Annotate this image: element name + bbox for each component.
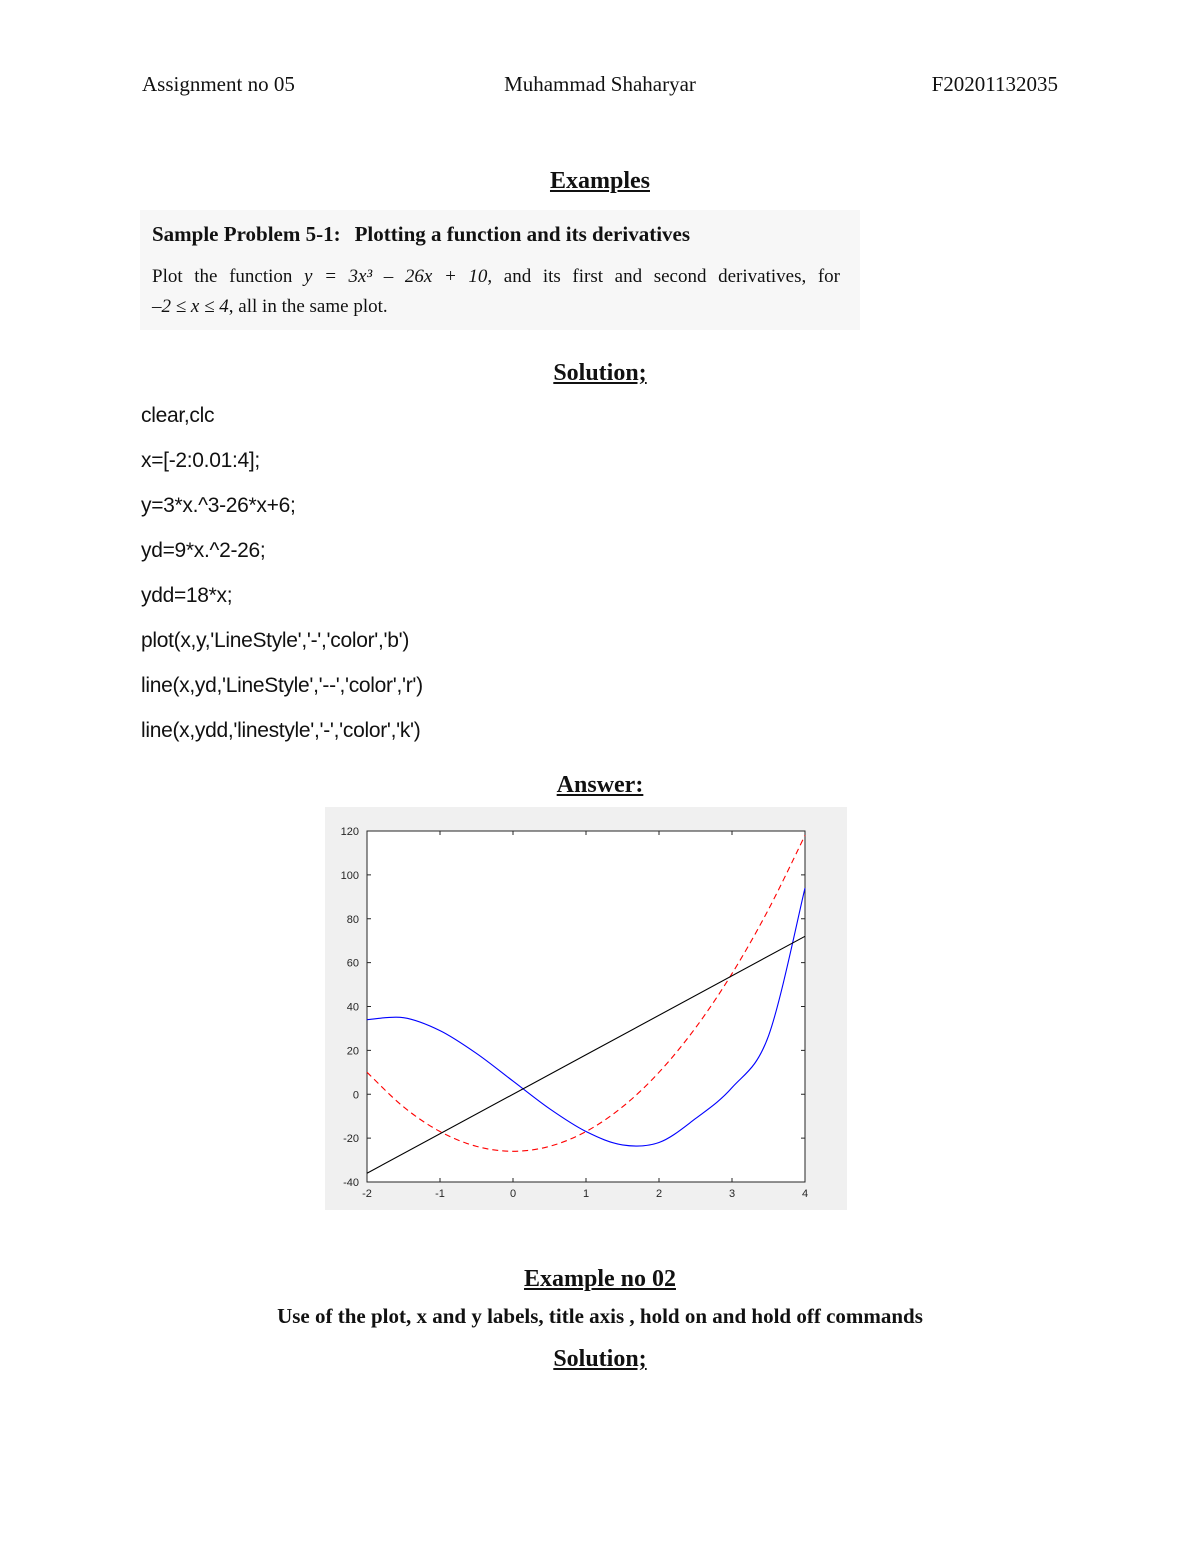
y-tick-label: 0: [352, 1089, 359, 1102]
page-header: [142, 72, 1058, 102]
y-tick-label: -20: [343, 1133, 359, 1146]
code-line: x=[-2:0.01:4];: [141, 449, 260, 472]
code-line: line(x,ydd,'linestyle','-','color','k'): [141, 719, 421, 742]
code-line: plot(x,y,'LineStyle','-','color','b'): [141, 629, 410, 652]
code-line: line(x,yd,'LineStyle','--','color','r'): [141, 674, 423, 697]
x-tick-label: -2: [362, 1188, 372, 1200]
problem-function: y = 3x³ – 26x + 10: [304, 266, 488, 287]
y-tick-label: 40: [346, 1001, 359, 1014]
y-tick-label: -40: [343, 1177, 359, 1189]
x-tick-label: 3: [728, 1188, 736, 1200]
y-tick-label: 100: [340, 869, 359, 882]
plot-area: [367, 831, 805, 1182]
example2-heading: Example no 02: [523, 1266, 676, 1292]
code-line: yd=9*x.^2-26;: [141, 539, 266, 562]
example2-description: Use of the plot, x and y labels, title axis , hold on and hold off commands: [277, 1304, 923, 1328]
x-tick-label: 1: [582, 1188, 590, 1200]
answer-chart: [325, 807, 847, 1210]
x-tick-label: 0: [509, 1188, 517, 1200]
header-assignment: Assignment no 05: [142, 72, 295, 96]
answer-heading: Answer:: [556, 772, 644, 798]
problem-text-suffix: , and its first and second derivatives, for: [487, 266, 840, 287]
solution2-heading: Solution;: [553, 1346, 647, 1372]
header-id: F20201132035: [931, 72, 1058, 96]
x-tick-label: -1: [435, 1188, 445, 1200]
code-line: ydd=18*x;: [141, 584, 233, 607]
problem-text-end: , all in the same plot.: [228, 296, 388, 317]
code-line: clear,clc: [141, 404, 215, 427]
y-tick-label: 60: [346, 957, 359, 970]
problem-name: Plotting a function and its derivatives: [354, 222, 691, 246]
y-tick-label: 20: [346, 1045, 359, 1058]
code-line: y=3*x.^3-26*x+6;: [141, 494, 296, 517]
x-tick-label: 4: [801, 1188, 809, 1200]
x-tick-label: 2: [655, 1188, 663, 1200]
problem-statement-line1: [152, 266, 840, 288]
problem-title: [152, 222, 690, 247]
solution-heading: Solution;: [553, 360, 647, 386]
problem-image: [140, 210, 860, 330]
y-tick-label: 80: [346, 913, 359, 926]
problem-statement-line2: [152, 296, 388, 318]
problem-number: Sample Problem 5-1:: [152, 222, 341, 246]
header-author: Muhammad Shaharyar: [504, 72, 696, 96]
problem-text: Plot the function: [152, 266, 293, 287]
examples-heading: Examples: [549, 168, 650, 194]
problem-domain: –2 ≤ x ≤ 4: [152, 296, 229, 317]
y-tick-label: 120: [340, 826, 359, 838]
chart-svg: [325, 807, 847, 1210]
